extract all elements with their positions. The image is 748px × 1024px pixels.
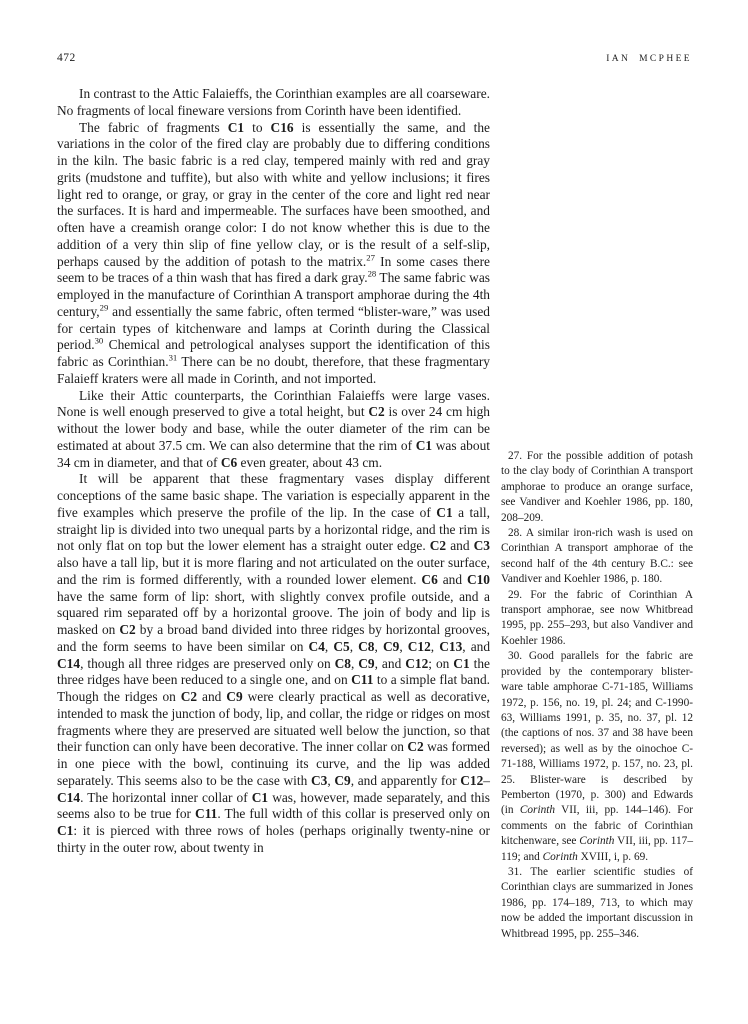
footnote: 28. A similar iron-rich wash is used on Corinthian A transport amphorae of the second half of the 4th century B.C.: see Vandiver and Koehler 1986, p. 180. xyxy=(501,527,693,586)
footnote: 31. The earlier scientific studies of Corinthian clays are summarized in Jones 1986, pp. 174–189, 713, to which may now be added the important discussion in Whitbread 1995, pp. 255–346. xyxy=(501,865,693,940)
footnote-reference: 30 xyxy=(94,335,104,346)
footnote: 29. For the fabric of Corinthian A transport amphorae, see now Whitbread 1995, pp. 255–293, but also Vandiver and Koehler 1986. xyxy=(501,588,693,647)
main-text xyxy=(57,86,490,857)
footnote: 27. For the possible addition of potash to the clay body of Corinthian A transport amphorae to produce an orange surface, see Vandiver and Koehler 1986, pp. 180, 208–209. xyxy=(501,450,693,524)
paragraph: It will be apparent that these fragmentary vases display different conceptions of the same basic shape. The variation is especially apparent in the five examples which preserve the profile of the lip. In the case of C1 a tall, straight lip is divided into two unequal parts by a horizontal ridge, and the rim is not only flat on top but the lower element has a straight outer edge. C2 and C3 also have a tall lip, but it is more flaring and not articulated on the outer surface, and the rim is formed differently, with a rounded lower element. C6 and C10 have the same form of lip: short, with slightly convex profile outside, and a squared rim separated off by a horizontal groove. The join of body and lip is masked on C2 by a broad band divided into three ridges by horizontal grooves, and the form seems to have been similar on C4, C5, C8, C9, C12, C13, and C14, though all three ridges are preserved only on C8, C9, and C12; on C1 the three ridges have been reduced to a single one, and on C11 to a simple flat band. Though the ridges on C2 and C9 were clearly practical as well as decorative, intended to mask the junction of body, lip, and collar, the ridge or ridges on most fragments where they are preserved are situated well below the junction, so that their function can only have been decorative. The inner collar on C2 was formed in one piece with the bowl, continuing its curve, and the lip was added separately. This seems also to be the case with C3, C9, and apparently for C12–C14. The horizontal inner collar of C1 was, however, made separately, and this seems also to be true for C11. The full width of this collar is preserved only on C1: it is pierced with three rows of holes (perhaps originally twenty-nine or thirty in the outer row, about twenty in xyxy=(57,471,491,855)
page-header xyxy=(57,52,692,64)
paragraph: Like their Attic counterparts, the Corinthian Falaieffs were large vases. None is well enough preserved to give a total height, but C2 is over 24 cm high without the lower body and base, while the outer diameter of the rim can be estimated at about 37.5 cm. We can also determine that the rim of C1 was about 34 cm in diameter, and that of C6 even greater, about 43 cm. xyxy=(57,387,490,470)
footnote-reference: 31 xyxy=(168,352,178,363)
running-head: IAN MCPHEE xyxy=(606,54,692,64)
footnote: 30. Good parallels for the fabric are provided by the contemporary blister-ware table amphorae C-71-185, Williams 1972, p. 156, no. 19, pl. 24; and C-1990-63, Williams 1991, p. 35, no. 37, pl. 12 (the captions of nos. 37 and 38 have been reversed); as well as by the oinochoe C-71-188, Williams 1972, p. 157, no. 23, pl. 25. Blister-ware is described by Pemberton (1970, p. 300) and Edwards (in Corinth VII, iii, pp. 144–146). For comments on the fabric of Corinthian kitchenware, see Corinth VII, iii, pp. 117–119; and Corinth XVIII, i, p. 69. xyxy=(501,650,694,863)
footnote-reference: 28 xyxy=(367,268,377,279)
footnote-reference: 27 xyxy=(366,252,375,263)
footnotes xyxy=(501,449,693,942)
page-number: 472 xyxy=(57,52,76,64)
paragraph: In contrast to the Attic Falaieffs, the Corinthian examples are all coarseware. No fragments of local fineware versions from Corinth have been identified. xyxy=(57,86,490,118)
paragraph: The fabric of fragments C1 to C16 is essentially the same, and the variations in the color of the fired clay are probably due to differing conditions in the kiln. The basic fabric is a red clay, tempered mainly with red and gray grits (mudstone and tuffite), but also with white and yellow inclusions; it fires light red to orange, or gray, or gray in the center of the core and light red near the surfaces. It is hard and impermeable. The surfaces have been smoothed, and often have a creamish orange color: I do not know whether this is due to the addition of a very thin slip of fine yellow clay, or is the result of a self-slip, perhaps caused by the addition of potash to the matrix.$^{27}$ In some cases there seem to be traces of a thin wash that has fired a dark gray.$^{28}$ The same fabric was employed in the manufacture of Corinthian A transport amphorae during the 4th century,$^{29}$ and essentially the same fabric, often termed “blister-ware,” was used for certain types of kitchenware and lamps at Corinth during the Classical period.$^{30}$ Chemical and petrological analyses support the identification of this fabric as Corinthian.$^{31}$ There can be no doubt, therefore, that these fragmentary Falaieff kraters were all made in Corinth, and not imported. xyxy=(57,119,491,386)
footnote-reference: 29 xyxy=(99,302,109,313)
